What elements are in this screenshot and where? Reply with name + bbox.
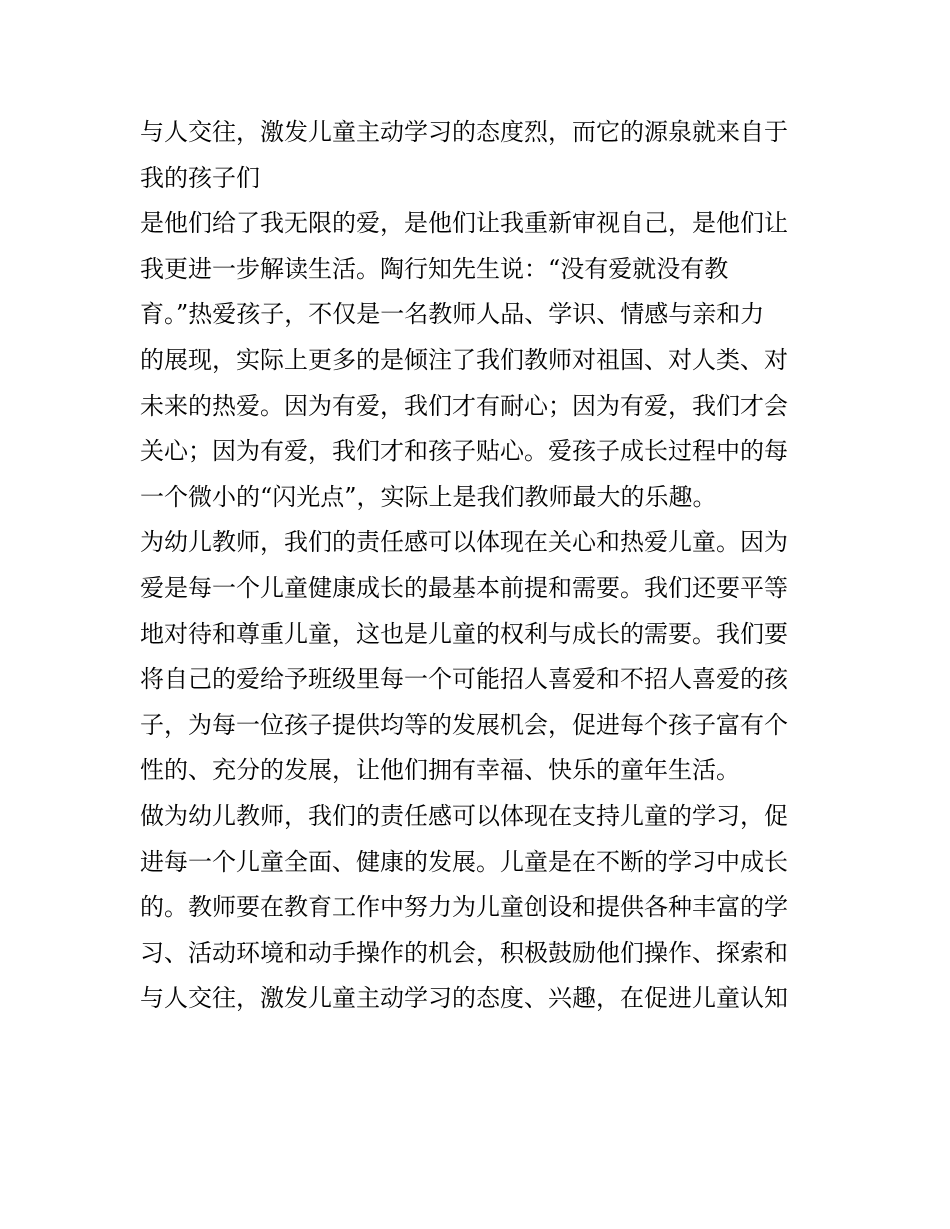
text-line: 与人交往，激发儿童主动学习的态度、兴趣，在促进儿童认知 [140,984,788,1013]
text-line: 的展现，实际上更多的是倾注了我们教师对祖国、对人类、对 [140,345,788,374]
text-line: 子，为每一位孩子提供均等的发展机会，促进每个孩子富有个 [140,710,788,739]
text-line: 地对待和尊重儿童，这也是儿童的权利与成长的需要。我们要 [140,619,788,648]
text-line: 的。教师要在教育工作中努力为儿童创设和提供各种丰富的学 [140,893,788,922]
text-line: 将自己的爱给予班级里每一个可能招人喜爱和不招人喜爱的孩 [140,665,788,694]
text-line: 未来的热爱。因为有爱，我们才有耐心；因为有爱，我们才会 [140,391,788,420]
text-line: 与人交往，激发儿童主动学习的态度烈，而它的源泉就来自于 [140,118,788,146]
text-line: 爱是每一个儿童健康成长的最基本前提和需要。我们还要平等 [140,573,788,602]
text-line: 一个微小的“闪光点”，实际上是我们教师最大的乐趣。 [140,482,717,511]
text-line: 性的、充分的发展，让他们拥有幸福、快乐的童年生活。 [140,756,740,785]
text-line: 做为幼儿教师，我们的责任感可以体现在支持儿童的学习，促 [140,801,788,830]
text-line: 进每一个儿童全面、健康的发展。儿童是在不断的学习中成长 [140,847,788,876]
body-text [140,110,820,1022]
text-line: 是他们给了我无限的爱，是他们让我重新审视自己，是他们让 [140,209,788,238]
text-line: 我更进一步解读生活。陶行知先生说：“没有爱就没有教 [140,254,729,283]
text-line: 关心；因为有爱，我们才和孩子贴心。爱孩子成长过程中的每 [140,437,788,466]
text-line: 为幼儿教师，我们的责任感可以体现在关心和热爱儿童。因为 [140,528,788,557]
text-line: 习、活动环境和动手操作的机会，积极鼓励他们操作、探索和 [140,938,788,967]
text-line: 育。”热爱孩子，不仅是一名教师人品、学识、情感与亲和力 [140,300,765,329]
text-line: 我的孩子们 [140,163,260,192]
